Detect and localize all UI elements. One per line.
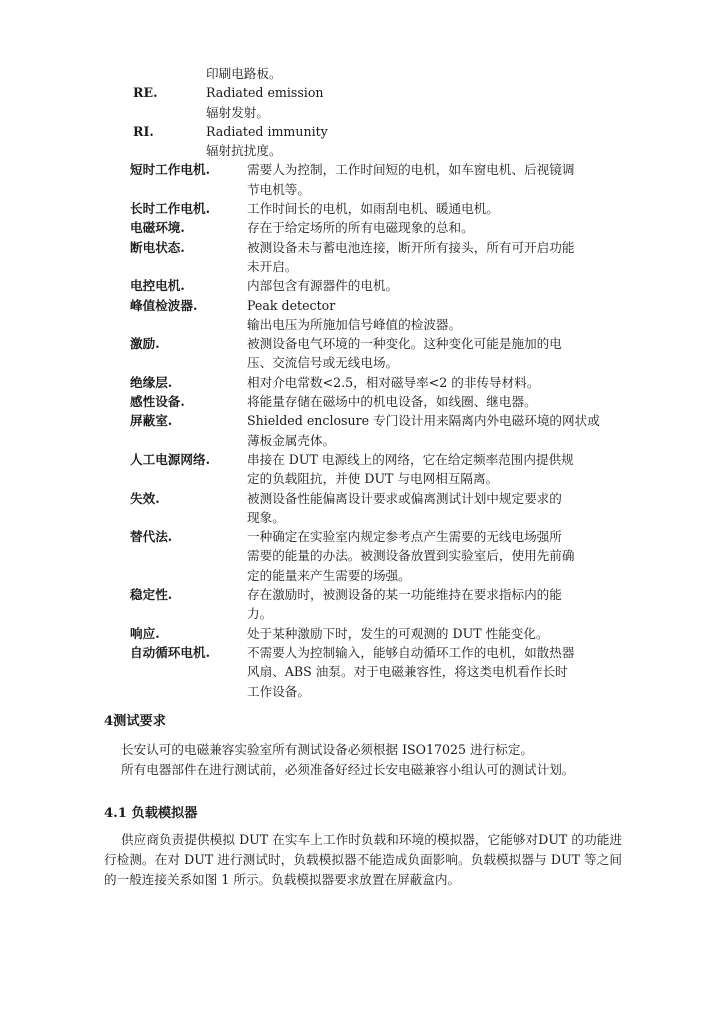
definition-line: 被测设备电气环境的一种变化。这种变化可能是施加的电 xyxy=(247,336,562,352)
definition-term: 感性设备. xyxy=(130,394,185,410)
definition-line: 未开启。 xyxy=(247,258,298,274)
definition-entry xyxy=(0,276,724,295)
definition-line: 力。 xyxy=(247,606,273,622)
definition-line: 被测设备性能偏离设计要求或偏离测试计划中规定要求的 xyxy=(247,490,562,506)
definition-line: Shielded enclosure 专门设计用来隔离内外电磁环境的网状或 xyxy=(247,413,600,429)
definition-term: 电控电机. xyxy=(130,278,185,294)
definition-term: 失效. xyxy=(130,490,160,506)
definition-text xyxy=(247,643,627,701)
definition-term: 屏蔽室. xyxy=(130,413,173,429)
definition-text: Peak detector xyxy=(247,297,336,313)
definition-text: 辐射抗扰度。 xyxy=(206,143,282,159)
definition-term: 响应. xyxy=(130,625,160,641)
definition-entry xyxy=(0,392,724,411)
definitions-list xyxy=(0,64,724,701)
definition-text: 存在于给定场所的所有电磁现象的总和。 xyxy=(247,220,474,236)
definition-line: 不需要人为控制输入，能够自动循环工作的电机，如散热器 xyxy=(247,644,575,660)
definition-text: 印刷电路板。 xyxy=(206,66,282,81)
definition-term: 人工电源网络. xyxy=(130,451,210,467)
paragraph: 所有电器部件在进行测试前，必须准备好经过长安电磁兼容小组认可的测试计划。 xyxy=(121,762,575,777)
definition-text: 处于某种激励下时，发生的可观测的 DUT 性能变化。 xyxy=(247,625,549,641)
definition-term: 自动循环电机. xyxy=(130,644,210,660)
definition-line: 定的负载阻抗，并使 DUT 与电网相互隔离。 xyxy=(247,471,499,487)
definition-text: 输出电压为所施加信号峰值的检波器。 xyxy=(247,316,462,332)
definition-entry xyxy=(0,585,724,624)
definition-text: 将能量存储在磁场中的机电设备，如线圈、继电器。 xyxy=(247,394,537,410)
definition-entry xyxy=(0,160,724,199)
definition-entry xyxy=(0,64,724,83)
definition-entry xyxy=(0,411,724,450)
paragraph: 供应商负责提供模拟 DUT 在实车上工作时负载和环境的模拟器，它能够对DUT 的功能进行检测。在对 DUT 进行测试时，负载模拟器不能造成负面影响。负载模拟器与 DUT 等之间的一般连接关系如图 1 所示。负载模拟器要求放置在屏蔽盒内。 xyxy=(104,832,622,887)
definition-term: 电磁环境. xyxy=(130,220,185,236)
definition-entry xyxy=(0,141,724,160)
definition-line: 工作设备。 xyxy=(247,683,310,699)
definition-line: 定的能量来产生需要的场强。 xyxy=(247,567,411,583)
definition-term: 绝缘层. xyxy=(130,374,173,390)
definition-text: 相对介电常数<2.5，相对磁导率<2 的非传导材料。 xyxy=(247,374,540,390)
definition-term: 断电状态. xyxy=(130,239,185,255)
definition-line: 现象。 xyxy=(247,509,285,525)
definition-term: 稳定性. xyxy=(130,587,173,603)
definition-line: 节电机等。 xyxy=(247,181,310,197)
definition-line: 风扇、ABS 油泵。对于电磁兼容性，将这类电机看作长时 xyxy=(247,664,568,680)
definition-line: 薄板金属壳体。 xyxy=(247,432,336,448)
definition-entry xyxy=(0,489,724,528)
definition-term: 激励. xyxy=(130,336,160,352)
definition-text: Radiated immunity xyxy=(206,123,328,139)
definition-line: 被测设备未与蓄电池连接，断开所有接头，所有可开启功能 xyxy=(247,239,575,255)
definition-entry xyxy=(0,238,724,277)
definition-line: 存在激励时，被测设备的某一功能维持在要求指标内的能 xyxy=(247,587,562,603)
definition-line: 串接在 DUT 电源线上的网络，它在给定频率范围内提供规 xyxy=(247,451,574,467)
definition-text xyxy=(247,585,627,624)
definition-entry xyxy=(0,450,724,489)
section-heading: 4测试要求 xyxy=(104,714,166,729)
definition-text xyxy=(247,411,627,450)
definition-line: 一种确定在实验室内规定参考点产生需要的无线电场强所 xyxy=(247,529,562,545)
definition-entry xyxy=(0,315,724,334)
definition-term: 长时工作电机. xyxy=(130,201,210,217)
definition-term: 替代法. xyxy=(130,529,173,545)
definition-entry xyxy=(0,83,724,102)
definition-text xyxy=(247,238,627,277)
definition-entry xyxy=(0,296,724,315)
definition-text: 辐射发射。 xyxy=(206,104,269,120)
definition-line: 需要人为控制，工作时间短的电机，如车窗电机、后视镜调 xyxy=(247,162,575,178)
definition-line: 需要的能量的办法。被测设备放置到实验室后，使用先前确 xyxy=(247,548,575,564)
definition-text xyxy=(247,489,627,528)
definition-entry xyxy=(0,122,724,141)
definition-entry xyxy=(0,199,724,218)
definition-entry xyxy=(0,334,724,373)
definition-entry xyxy=(0,373,724,392)
definition-entry xyxy=(0,527,724,585)
definition-entry xyxy=(0,103,724,122)
paragraph: 长安认可的电磁兼容实验室所有测试设备必须根据 ISO17025 进行标定。 xyxy=(121,742,534,757)
definition-text xyxy=(247,450,627,489)
definition-entry xyxy=(0,643,724,701)
definition-text: Radiated emission xyxy=(206,85,324,101)
definition-term: 短时工作电机. xyxy=(130,162,210,178)
definition-text xyxy=(247,334,627,373)
definition-text: 工作时间长的电机，如雨刮电机、暖通电机。 xyxy=(247,201,499,217)
definition-text: 内部包含有源器件的电机。 xyxy=(247,278,399,294)
definition-line: 压、交流信号或无线电场。 xyxy=(247,355,399,371)
definition-term: 峰值检波器. xyxy=(130,297,198,313)
definition-term: RE. xyxy=(133,85,158,101)
definition-text xyxy=(247,527,627,585)
definition-term: RI. xyxy=(133,123,154,139)
section-heading: 4.1 负载模拟器 xyxy=(104,806,198,821)
definition-entry xyxy=(0,218,724,237)
definition-entry xyxy=(0,624,724,643)
definition-text xyxy=(247,160,627,199)
